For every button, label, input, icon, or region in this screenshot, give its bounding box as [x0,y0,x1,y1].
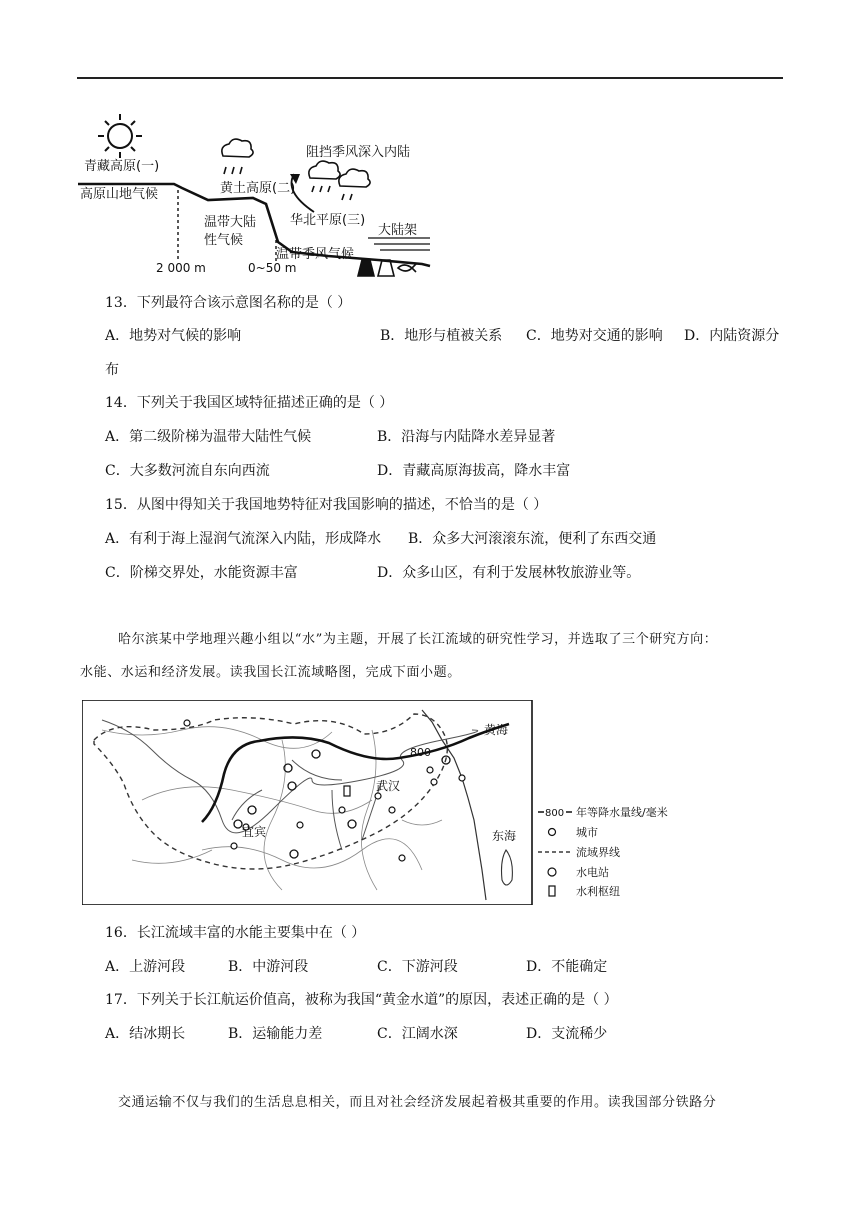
q14-option-c[interactable]: C．大多数河流自东向西流 [105,463,270,479]
q17-option-a[interactable]: A．结冰期长 [105,1026,186,1042]
isoline-value-label: 800 [410,746,431,759]
east-sea-label: 东海 [492,829,517,843]
yellow-sea-label: 黄海 [484,723,509,737]
q15-option-a[interactable]: A．有利于海上湿润气流深入内陆，形成降水 [105,531,382,547]
header-rule [77,77,783,79]
plain3-label: 华北平原(三) [290,213,366,228]
q14-option-b[interactable]: B．沿海与内陆降水差异显著 [377,429,556,445]
q13-option-d-cont: 布 [105,362,119,378]
legend-hub: 水利枢纽 [576,885,620,898]
legend-basin: 流域界线 [576,846,620,859]
intro2-line1: 哈尔滨某中学地理兴趣小组以“水”为主题，开展了长江流域的研究性学习，并选取了三个研究方向： [118,632,718,647]
yangtze-basin-map [82,700,682,905]
wuhan-label: 武汉 [376,779,401,793]
q16-option-b[interactable]: B．中游河段 [228,959,309,975]
plateau1-label: 青藏高原(一) [84,159,160,174]
q13-stem: 13．下列最符合该示意图名称的是（ ） [105,295,352,311]
q14-stem: 14．下列关于我国区域特征描述正确的是（ ） [105,395,394,411]
q13-option-d[interactable]: D．内陆资源分 [684,328,780,344]
legend-city: 城市 [576,826,598,839]
q16-option-c[interactable]: C．下游河段 [377,959,458,975]
altitude2-label: 0~50 m [248,261,297,275]
legend-hydro: 水电站 [576,866,609,879]
legend-isoline: 年等降水量线/毫米 [576,806,668,819]
q15-option-b[interactable]: B．众多大河滚滚东流，便利了东西交通 [408,531,657,547]
q13-option-a[interactable]: A．地势对气候的影响 [105,328,242,344]
terrain-profile-figure [78,112,440,284]
altitude1-label: 2 000 m [156,261,206,275]
climate1-label: 高原山地气候 [80,187,159,202]
q14-option-d[interactable]: D．青藏高原海拔高，降水丰富 [377,463,571,479]
intro2-line2: 水能、水运和经济发展。读我国长江流域略图，完成下面小题。 [80,665,461,680]
q17-option-b[interactable]: B．运输能力差 [228,1026,323,1042]
q16-option-a[interactable]: A．上游河段 [105,959,186,975]
q16-option-d[interactable]: D．不能确定 [526,959,608,975]
rain-cloud-icon [222,139,253,174]
block-label: 阻挡季风深入内陆 [306,145,411,160]
q17-option-d[interactable]: D．支流稀少 [526,1026,608,1042]
climate2a-label: 温带大陆 [204,215,257,230]
q17-stem: 17．下列关于长江航运价值高，被称为我国“黄金水道”的原因，表述正确的是（ ） [105,992,618,1008]
legend-isoline-value: 800 [545,808,565,819]
plateau2-label: 黄土高原(二) [220,181,296,196]
map-legend [538,805,668,898]
climate3-label: 温带季风气候 [276,247,355,262]
q15-stem: 15．从图中得知关于我国地势特征对我国影响的描述，不恰当的是（ ） [105,497,548,513]
yibin-label: 宜宾 [242,825,267,839]
rain-clouds-icon [309,161,370,200]
intro3-line1: 交通运输不仅与我们的生活息息相关，而且对社会经济发展起着极其重要的作用。读我国部分铁路分 [118,1095,717,1110]
q15-option-d[interactable]: D．众多山区，有利于发展林牧旅游业等。 [377,565,641,581]
shelf-label: 大陆架 [378,223,418,238]
q17-option-c[interactable]: C．江阔水深 [377,1026,458,1042]
q16-stem: 16．长江流域丰富的水能主要集中在（ ） [105,925,366,941]
climate2b-label: 性气候 [204,233,244,248]
q13-option-b[interactable]: B．地形与植被关系 [380,328,503,344]
sun-icon [98,114,142,158]
q15-option-c[interactable]: C．阶梯交界处，水能资源丰富 [105,565,298,581]
q13-option-c[interactable]: C．地势对交通的影响 [526,328,663,344]
q14-option-a[interactable]: A．第二级阶梯为温带大陆性气候 [105,429,312,445]
